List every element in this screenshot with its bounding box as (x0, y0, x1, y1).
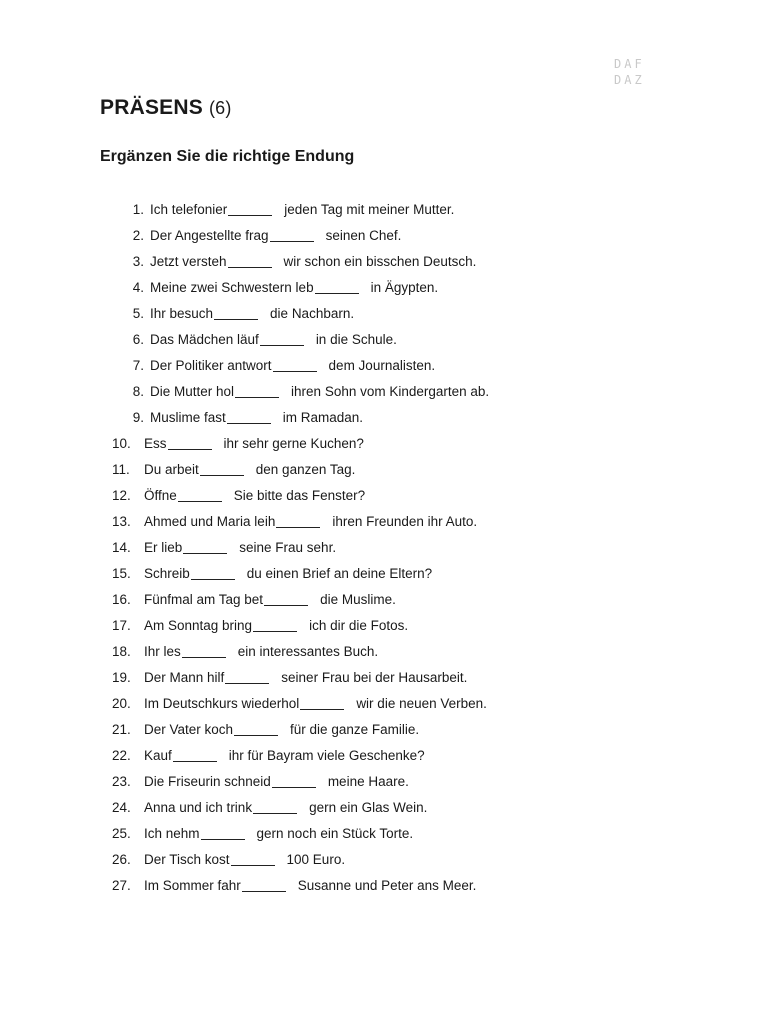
sentence-start: Das Mädchen läuf (150, 331, 259, 347)
answer-blank[interactable] (273, 359, 317, 372)
exercise-number: 24. (112, 799, 131, 815)
sentence-end: 100 Euro. (286, 851, 346, 867)
sentence-end: die Nachbarn. (270, 305, 355, 321)
exercise-item (108, 872, 708, 898)
sentence-start: Im Sommer fahr (144, 877, 241, 893)
sentence-start: Kauf (144, 747, 172, 763)
sentence-end: ihren Freunden ihr Auto. (332, 513, 478, 529)
sentence-end: ihren Sohn vom Kindergarten ab. (291, 383, 490, 399)
exercise-item (108, 352, 708, 378)
sentence-start: Ihr besuch (150, 305, 214, 321)
exercise-item (108, 716, 708, 742)
exercise-number: 15. (112, 565, 131, 581)
sentence-end: im Ramadan. (282, 409, 364, 425)
answer-blank[interactable] (178, 489, 222, 502)
exercise-number: 4. (132, 279, 144, 295)
sentence-start: Ich telefonier (150, 201, 228, 217)
sentence-start: Der Tisch kost (144, 851, 230, 867)
exercise-item (108, 326, 708, 352)
exercise-number: 2. (132, 227, 144, 243)
answer-blank[interactable] (228, 255, 272, 268)
answer-blank[interactable] (183, 541, 227, 554)
exercise-item (108, 196, 708, 222)
sentence-end: in die Schule. (315, 331, 397, 347)
sentence-start: Ihr les (144, 643, 181, 659)
exercise-number: 11. (112, 461, 130, 477)
sentence-end: den ganzen Tag. (255, 461, 356, 477)
answer-blank[interactable] (201, 827, 245, 840)
answer-blank[interactable] (276, 515, 320, 528)
sentence-end: ein interessantes Buch. (237, 643, 379, 659)
sentence-start: Der Politiker antwort (150, 357, 272, 373)
sentence-end: dem Journalisten. (328, 357, 436, 373)
exercise-item (108, 482, 708, 508)
answer-blank[interactable] (234, 723, 278, 736)
exercise-item (108, 508, 708, 534)
exercise-item (108, 612, 708, 638)
sentence-start: Meine zwei Schwestern leb (150, 279, 314, 295)
exercise-number: 14. (112, 539, 131, 555)
sentence-start: Ahmed und Maria leih (144, 513, 276, 529)
answer-blank[interactable] (253, 801, 297, 814)
exercise-number: 20. (112, 695, 131, 711)
exercise-item (108, 690, 708, 716)
sentence-start: Öffne (144, 487, 177, 503)
sentence-end: jeden Tag mit meiner Mutter. (284, 201, 455, 217)
exercise-item (108, 274, 708, 300)
answer-blank[interactable] (228, 203, 272, 216)
sentence-end: Susanne und Peter ans Meer. (297, 877, 477, 893)
exercise-item (108, 300, 708, 326)
sentence-start: Anna und ich trink (144, 799, 253, 815)
sentence-end: wir die neuen Verben. (356, 695, 487, 711)
sentence-end: Sie bitte das Fenster? (233, 487, 366, 503)
sentence-start: Fünfmal am Tag bet (144, 591, 264, 607)
exercise-number: 8. (132, 383, 144, 399)
answer-blank[interactable] (231, 853, 275, 866)
sentence-end: gern ein Glas Wein. (309, 799, 428, 815)
answer-blank[interactable] (227, 411, 271, 424)
sentence-end: du einen Brief an deine Eltern? (246, 565, 433, 581)
exercise-number: 25. (112, 825, 131, 841)
answer-blank[interactable] (264, 593, 308, 606)
answer-blank[interactable] (270, 229, 314, 242)
exercise-instruction: Ergänzen Sie die richtige Endung (100, 148, 355, 165)
sentence-start: Schreib (144, 565, 190, 581)
exercise-number: 21. (112, 721, 131, 737)
answer-blank[interactable] (191, 567, 235, 580)
page-title (100, 96, 232, 120)
exercise-number: 13. (112, 513, 131, 529)
exercise-item (108, 222, 708, 248)
answer-blank[interactable] (225, 671, 269, 684)
answer-blank[interactable] (272, 775, 316, 788)
sentence-start: Die Friseurin schneid (144, 773, 271, 789)
sentence-start: Du arbeit (144, 461, 199, 477)
sentence-end: gern noch ein Stück Torte. (256, 825, 414, 841)
answer-blank[interactable] (168, 437, 212, 450)
sentence-start: Im Deutschkurs wiederhol (144, 695, 300, 711)
sentence-start: Der Vater koch (144, 721, 234, 737)
exercise-item (108, 430, 708, 456)
exercise-number: 18. (112, 643, 131, 659)
sentence-end: ihr sehr gerne Kuchen? (223, 435, 364, 451)
exercise-list (108, 196, 708, 898)
answer-blank[interactable] (182, 645, 226, 658)
sentence-start: Der Mann hilf (144, 669, 225, 685)
exercise-number: 3. (132, 253, 144, 269)
sentence-start: Jetzt versteh (150, 253, 227, 269)
exercise-number: 12. (112, 487, 131, 503)
sentence-start: Der Angestellte frag (150, 227, 269, 243)
answer-blank[interactable] (260, 333, 304, 346)
exercise-item (108, 768, 708, 794)
exercise-item (108, 378, 708, 404)
exercise-number: 1. (132, 201, 144, 217)
sentence-start: Am Sonntag bring (144, 617, 253, 633)
exercise-number: 10. (112, 435, 131, 451)
sentence-end: seine Frau sehr. (239, 539, 337, 555)
sentence-start: Ich nehm (144, 825, 200, 841)
sentence-end: die Muslime. (320, 591, 396, 607)
sentence-end: in Ägypten. (370, 279, 439, 295)
corner-watermark-line-1: DAF (614, 57, 645, 71)
exercise-item (108, 846, 708, 872)
corner-watermark (614, 56, 674, 88)
exercise-item (108, 794, 708, 820)
sentence-end: seinen Chef. (325, 227, 402, 243)
answer-blank[interactable] (173, 749, 217, 762)
sentence-end: für die ganze Familie. (290, 721, 420, 737)
exercise-item (108, 560, 708, 586)
exercise-number: 27. (112, 877, 131, 893)
sentence-start: Die Mutter hol (150, 383, 235, 399)
exercise-item (108, 742, 708, 768)
exercise-item (108, 404, 708, 430)
sentence-end: meine Haare. (327, 773, 409, 789)
corner-watermark-line-2: DAZ (614, 73, 645, 87)
exercise-number: 22. (112, 747, 131, 763)
exercise-item (108, 586, 708, 612)
page-title-number: (6) (208, 98, 232, 118)
sentence-start: Er lieb (144, 539, 183, 555)
answer-blank[interactable] (300, 697, 344, 710)
sentence-start: Muslime fast (150, 409, 226, 425)
exercise-item (108, 664, 708, 690)
sentence-end: seiner Frau bei der Hausarbeit. (281, 669, 468, 685)
sentence-end: ihr für Bayram viele Geschenke? (228, 747, 425, 763)
exercise-number: 16. (112, 591, 131, 607)
exercise-number: 23. (112, 773, 131, 789)
answer-blank[interactable] (214, 307, 258, 320)
exercise-item (108, 456, 708, 482)
exercise-item (108, 534, 708, 560)
page-title-text: PRÄSENS (100, 96, 203, 119)
exercise-number: 7. (132, 357, 144, 373)
exercise-number: 9. (132, 409, 144, 425)
exercise-number: 17. (112, 617, 131, 633)
sentence-start: Ess (144, 435, 167, 451)
exercise-item (108, 248, 708, 274)
exercise-number: 6. (132, 331, 144, 347)
answer-blank[interactable] (200, 463, 244, 476)
exercise-item (108, 638, 708, 664)
exercise-number: 19. (112, 669, 131, 685)
sentence-end: wir schon ein bisschen Deutsch. (283, 253, 477, 269)
exercise-item (108, 820, 708, 846)
answer-blank[interactable] (315, 281, 359, 294)
exercise-number: 26. (112, 851, 131, 867)
answer-blank[interactable] (253, 619, 297, 632)
answer-blank[interactable] (242, 879, 286, 892)
exercise-number: 5. (132, 305, 144, 321)
answer-blank[interactable] (235, 385, 279, 398)
sentence-end: ich dir die Fotos. (309, 617, 409, 633)
